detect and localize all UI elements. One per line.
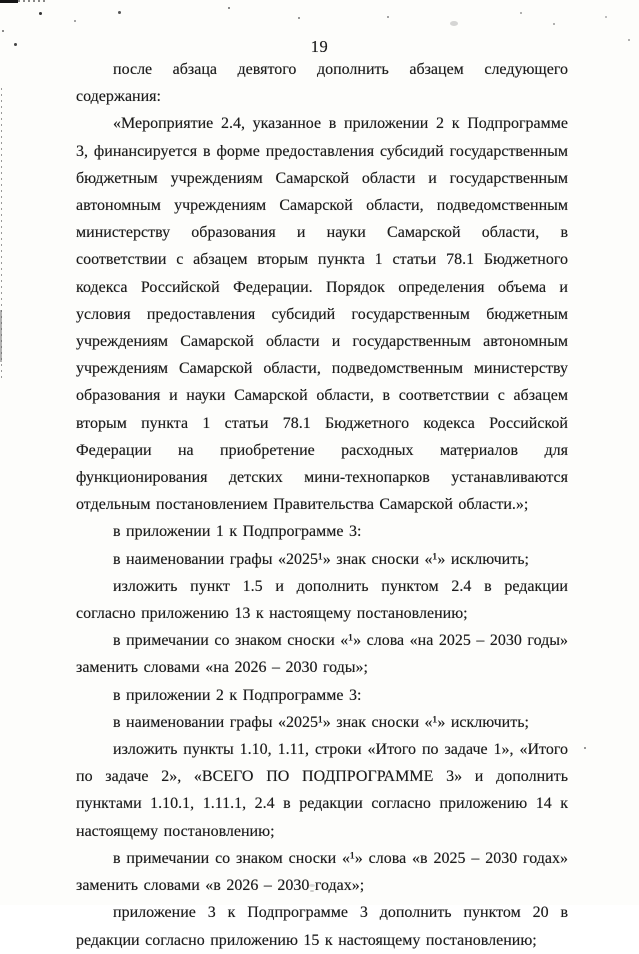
scan-speck [553, 23, 555, 25]
scan-speck [39, 12, 42, 15]
scan-speck [74, 20, 76, 22]
paragraph-prilozhenie-2-header: в приложении 2 к Подпрограмме 3: [113, 686, 362, 704]
scan-speck [118, 11, 121, 14]
scan-corner-mark [0, 0, 18, 3]
paragraph-prilozhenie-1-header: в приложении 1 к Подпрограмме 3: [113, 523, 362, 541]
paragraph-punkty-1-10-1-11: изложить пункты 1.10, 1.11, строки «Итого по задаче 1», «Итого по задаче 2», «ВСЕГО ПО ПОДПРОГРАММЕ 3» и дополнить пунктами 1.10.1, 1.11.1, 2.4 в редакции согласно приложению 14 к настоящему постановлению; [76, 741, 568, 840]
paragraph-meropriyatie-2-4: «Мероприятие 2.4, указанное в приложении 2 к Подпрограмме 3, финансируется в форме предоставления субсидий государственным бюджетным учреждениям Самарской области и государственным автономным учреждениям Самарской области, подведомственным министерству образования и науки Самарской области, в соответствии с абзацем вторым пункта 1 статьи 78.1 Бюджетного кодекса Российской Федерации. Порядок определения объема и условия предоставления субсидий государственным бюджетным учреждениям Самарской области и государственным автономным учреждениям Самарской области, подведомственным министерству образования и науки Самарской области, в соответствии с абзацем вторым пункта 1 статьи 78.1 Бюджетного кодекса Российской Федерации на приобретение расходных материалов для функционирования детских мини-технопарков устанавливаются отдельным постановлением Правительства Самарской области.»; [76, 115, 568, 514]
scan-speck [228, 7, 230, 9]
document-body [76, 56, 568, 954]
paragraph-amendment-intro: после абзаца девятого дополнить абзацем следующего содержания: [76, 61, 568, 106]
paragraph-prilozhenie-3-punkt-20: приложение 3 к Подпрограмме 3 дополнить пунктом 20 в редакции согласно приложению 15 к настоящему постановлению; [76, 904, 568, 949]
scan-speck [2, 30, 4, 32]
scan-edge-streak-dark [0, 310, 2, 362]
scan-speck [450, 21, 458, 26]
page-number: 19 [310, 37, 329, 56]
scan-speck [584, 747, 586, 749]
paragraph-primechanie-gody: в примечании со знаком сноски «¹» слова «на 2025 – 2030 годы» заменить словами «на 2026 – 2030 годы»; [76, 632, 568, 677]
scan-speck [605, 16, 607, 18]
paragraph-grafa-2025-footnote-1: в наименовании графы «2025¹» знак сноски «¹» исключить; [113, 550, 529, 568]
paragraph-grafa-2025-footnote-2: в наименовании графы «2025¹» знак сноски «¹» исключить; [113, 713, 529, 731]
scan-speck [298, 17, 300, 19]
paragraph-punkt-1-5: изложить пункт 1.5 и дополнить пунктом 2.4 в редакции согласно приложению 13 к настоящему постановлению; [76, 577, 568, 623]
scan-speck [520, 12, 522, 14]
scan-corner-mark-fade [18, 0, 46, 2]
scan-speck [387, 16, 389, 18]
paragraph-primechanie-godah: в примечании со знаком сноски «¹» слова «в 2025 – 2030 годах» заменить словами «в 2026 – 2030 годах»; [76, 849, 568, 895]
